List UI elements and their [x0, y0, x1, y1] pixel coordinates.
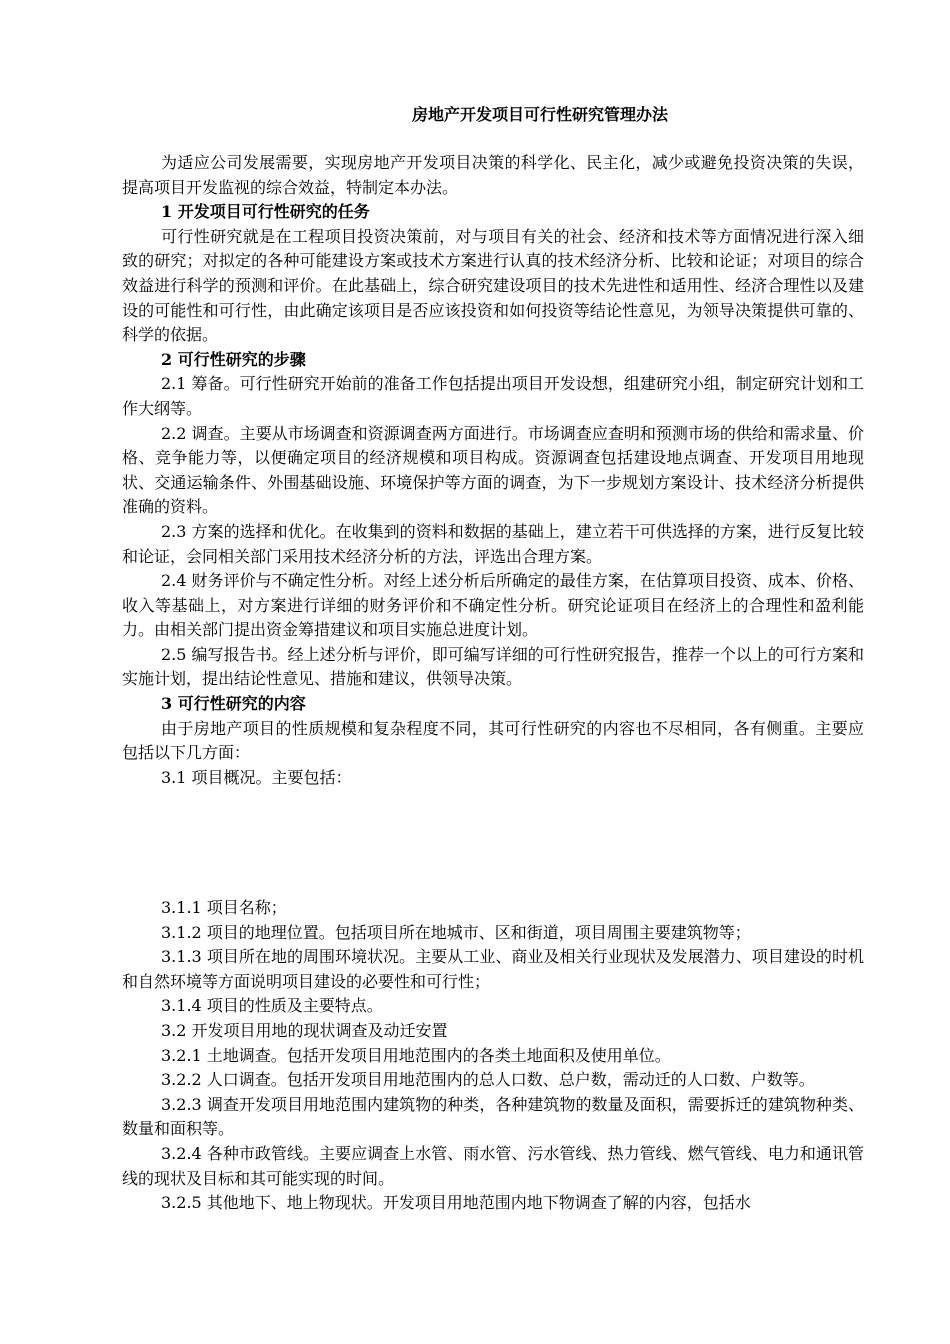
section-heading-1: 1 开发项目可行性研究的任务: [161, 202, 370, 222]
paragraph: 3.2 开发项目用地的现状调查及动迁安置: [161, 1020, 448, 1040]
paragraph: 3.1.3 项目所在地的周围环境状况。主要从工业、商业及相关行业现状及发展潜力、项目建设的时机和自然环境等方面说明项目建设的必要性和可行性；: [122, 947, 864, 991]
document-body-part-1: [122, 151, 864, 790]
paragraph: 3.2.4 各种市政管线。主要应调查上水管、雨水管、污水管线、热力管线、燃气管线、电力和通讯管线的现状及目标和其可能实现的时间。: [122, 1143, 864, 1188]
document-body-part-2: [122, 896, 864, 1216]
paragraph: 2.5 编写报告书。经上述分析与评价，即可编写详细的可行性研究报告，推荐一个以上的可行方案和实施计划，提出结论性意见、措施和建议，供领导决策。: [122, 644, 864, 689]
paragraph: 3.1.1 项目名称；: [161, 898, 287, 917]
paragraph: 3.1.2 项目的地理位置。包括项目所在地城市、区和街道，项目周围主要建筑物等；: [161, 922, 751, 942]
paragraph: 3.2.1 土地调查。包括开发项目用地范围内的各类土地面积及使用单位。: [161, 1045, 671, 1065]
paragraph: 2.1 筹备。可行性研究开始前的准备工作包括提出项目开发设想，组建研究小组，制定研究计划和工作大纲等。: [122, 374, 864, 418]
paragraph: 2.3 方案的选择和优化。在收集到的资料和数据的基础上，建立若干可供选择的方案，进行反复比较和论证，会同相关部门采用技术经济分析的方法，评选出合理方案。: [122, 521, 864, 566]
intro-paragraph: 为适应公司发展需要，实现房地产开发项目决策的科学化、民主化，减少或避免投资决策的失误，提高项目开发监视的综合效益，特制定本办法。: [122, 153, 864, 197]
paragraph: 3.2.3 调查开发项目用地范围内建筑物的种类，各种建筑物的数量及面积，需要拆迁的建筑物种类、数量和面积等。: [122, 1094, 864, 1139]
document-title: 房地产开发项目可行性研究管理办法: [411, 105, 668, 124]
paragraph: 3.1.4 项目的性质及主要特点。: [161, 996, 383, 1016]
paragraph: 2.2 调查。主要从市场调查和资源调查两方面进行。市场调查应查明和预测市场的供给和需求量、价格、竞争能力等，以便确定项目的经济规模和项目构成。资源调查包括建设地点调查、开发项目用地现状、交通运输条件、外围基础设施、环境保护等方面的调查，为下一步规划方案设计、技术经济分析提供准确的资料。: [122, 423, 864, 517]
paragraph: 3.1 项目概况。主要包括：: [161, 767, 352, 787]
section-heading-2: 2 可行性研究的步骤: [161, 349, 306, 369]
paragraph: 3.2.5 其他地下、地上物现状。开发项目用地范围内地下物调查了解的内容，包括水: [161, 1193, 751, 1213]
section-heading-3: 3 可行性研究的内容: [161, 694, 306, 714]
paragraph: 3.2.2 人口调查。包括开发项目用地范围内的总人口数、总户数，需动迁的人口数、户数等。: [161, 1070, 815, 1090]
paragraph: 可行性研究就是在工程项目投资决策前，对与项目有关的社会、经济和技术等方面情况进行深入细致的研究；对拟定的各种可能建设方案或技术方案进行认真的技术经济分析、比较和论证；对项目的综合效益进行科学的预测和评价。在此基础上，综合研究建设项目的技术先进性和适用性、经济合理性以及建设的可能性和可行性，由此确定该项目是否应该投资和如何投资等结论性意见，为领导决策提供可靠的、科学的依据。: [122, 226, 864, 345]
paragraph: 2.4 财务评价与不确定性分析。对经上述分析后所确定的最佳方案，在估算项目投资、成本、价格、收入等基础上，对方案进行详细的财务评价和不确定性分析。研究论证项目在经济上的合理性和盈利能力。由相关部门提出资金筹措建议和项目实施总进度计划。: [122, 571, 864, 640]
paragraph: 由于房地产项目的性质规模和复杂程度不同，其可行性研究的内容也不尽相同，各有侧重。主要应包括以下几方面：: [122, 718, 864, 763]
